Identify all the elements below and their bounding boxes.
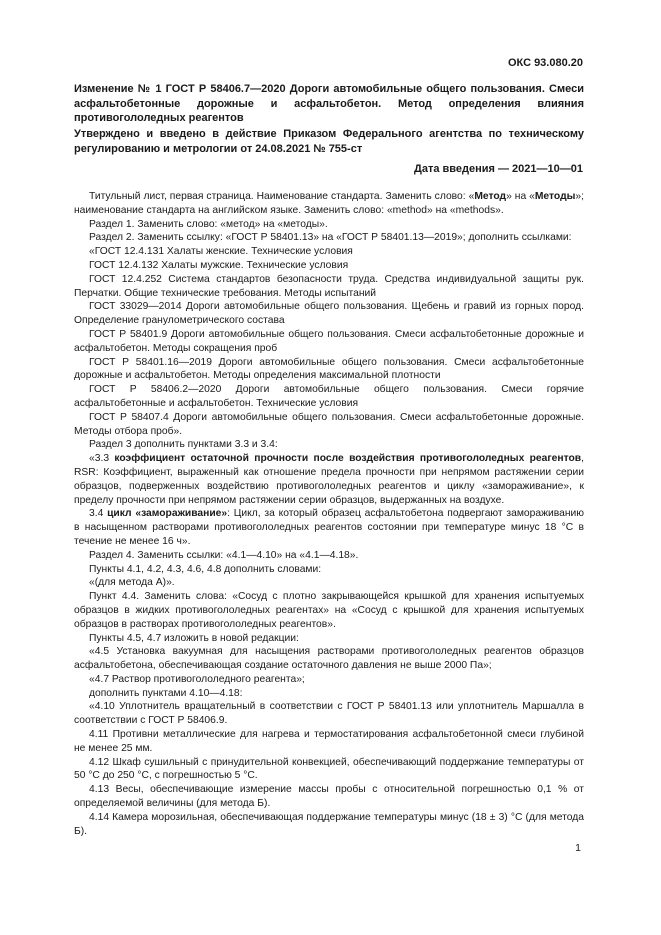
- paragraph-items-new-edition: Пункты 4.5, 4.7 изложить в новой редакции:: [89, 632, 299, 644]
- reference-gost-r-58406-2: ГОСТ Р 58406.2—2020 Дороги автомобильные общего пользования. Смеси горячие асфальтобетонные и асфальтобетон. Технические условия: [74, 384, 584, 409]
- paragraph-section-2: Раздел 2. Заменить ссылку: «ГОСТ Р 58401.13» на «ГОСТ Р 58401.13—2019»; дополнить ссылками:: [89, 232, 572, 244]
- definition-3-3: «3.3 коэффициент остаточной прочности после воздействия противогололедных реагентов, RSR: Коэффициент, выраженный как отношение предела прочности при непрямом растяжении серии образцов, подверженных воздействию противогололедных реагентов и циклу «замораживание», к пределу прочности при непрямом растяжении серии образцов, выдержанных на воздухе.: [74, 453, 584, 506]
- reference-gost-12-4-132: ГОСТ 12.4.132 Халаты мужские. Технические условия: [89, 259, 349, 271]
- reference-gost-r-58401-16: ГОСТ Р 58401.16—2019 Дороги автомобильные общего пользования. Смеси асфальтобетонные дорожные и асфальтобетон. Методы определения максимальной плотности: [74, 356, 584, 382]
- item-4-7: «4.7 Раствор противогололедного реагента»;: [89, 673, 305, 685]
- item-4-13: 4.13 Весы, обеспечивающие измерение массы пробы с относительной погрешностью 0,1 % от определяемой величины (для метода Б).: [74, 784, 584, 810]
- page-number: 1: [575, 842, 581, 854]
- item-4-5: «4.5 Установка вакуумная для насыщения растворами противогололедных реагентов образцов асфальтобетона, обеспечивающая создание остаточного давления не выше 2000 Па»;: [74, 646, 584, 672]
- reference-gost-33029: ГОСТ 33029—2014 Дороги автомобильные общего пользования. Щебень и гравий из горных пород. Определение гранулометрического состава: [74, 301, 584, 327]
- paragraph-method-a: «(для метода А)».: [89, 577, 175, 589]
- paragraph-title-page: Титульный лист, первая страница. Наименование стандарта. Заменить слово: «Метод» на «Методы»; наименование стандарта на английском языке. Заменить слово: «method» на «methods».: [74, 191, 584, 216]
- reference-gost-12-4-131: «ГОСТ 12.4.131 Халаты женские. Технические условия: [89, 246, 353, 258]
- reference-gost-r-58401-9: ГОСТ Р 58401.9 Дороги автомобильные общего пользования. Смеси асфальтобетонные дорожные и асфальтобетон. Методы сокращения проб: [74, 328, 584, 354]
- reference-gost-r-58407-4: ГОСТ Р 58407.4 Дороги автомобильные общего пользования. Смеси асфальтобетонные дорожные. Методы отбора проб».: [74, 411, 584, 437]
- paragraph-section-4: Раздел 4. Заменить ссылки: «4.1—4.10» на «4.1—4.18».: [89, 549, 359, 561]
- paragraph-section-1: Раздел 1. Заменить слово: «метод» на «методы».: [89, 218, 328, 230]
- item-4-10: «4.10 Уплотнитель вращательный в соответствии с ГОСТ Р 58401.13 или уплотнитель Маршалла в соответствии с ГОСТ Р 58406.9.: [74, 701, 584, 727]
- amendment-title: Изменение № 1 ГОСТ Р 58406.7—2020 Дороги автомобильные общего пользования. Смеси асфальтобетонные дорожные и асфальтобетон. Метод определения влияния противогололедных реагентов: [74, 83, 584, 124]
- oks-code: ОКС 93.080.20: [507, 57, 583, 69]
- item-4-14: 4.14 Камера морозильная, обеспечивающая поддержание температуры минус (18 ± 3) °С (для метода Б).: [74, 811, 584, 837]
- reference-gost-12-4-252: ГОСТ 12.4.252 Система стандартов безопасности труда. Средства индивидуальной защиты рук. Перчатки. Общие технические требования. Методы испытаний: [74, 273, 584, 299]
- effective-date: Дата введения — 2021—10—01: [414, 163, 583, 175]
- item-4-12: 4.12 Шкаф сушильный с принудительной конвекцией, обеспечивающий поддержание температуры от 50 °С до 250 °С, с погрешностью 5 °С.: [74, 756, 584, 782]
- paragraph-item-4-4: Пункт 4.4. Заменить слова: «Сосуд с плотно закрывающейся крышкой для хранения испытуемых образцов в жидких противогололедных реагентах» на «Сосуд с крышкой для хранения испытуемых образцов в растворах противогололедных реагентов».: [74, 591, 584, 630]
- paragraph-section-3: Раздел 3 дополнить пунктами 3.3 и 3.4:: [89, 439, 278, 451]
- paragraph-items-supplement: Пункты 4.1, 4.2, 4.3, 4.6, 4.8 дополнить словами:: [89, 563, 322, 575]
- item-4-11: 4.11 Противни металлические для нагрева и термостатирования асфальтобетонной смеси глубиной не менее 25 мм.: [74, 729, 584, 754]
- definition-3-4: 3.4 цикл «замораживание»: Цикл, за который образец асфальтобетона подвергают замораживанию в насыщенном растворами противогололедных реагентов состоянии при температуре минус 18 °С в течение не менее 16 ч».: [74, 508, 584, 547]
- document-body: [74, 190, 584, 838]
- paragraph-add-items: дополнить пунктами 4.10—4.18:: [89, 687, 243, 699]
- approval-statement: Утверждено и введено в действие Приказом Федерального агентства по техническому регулированию и метрологии от 24.08.2021 № 755-ст: [74, 128, 584, 155]
